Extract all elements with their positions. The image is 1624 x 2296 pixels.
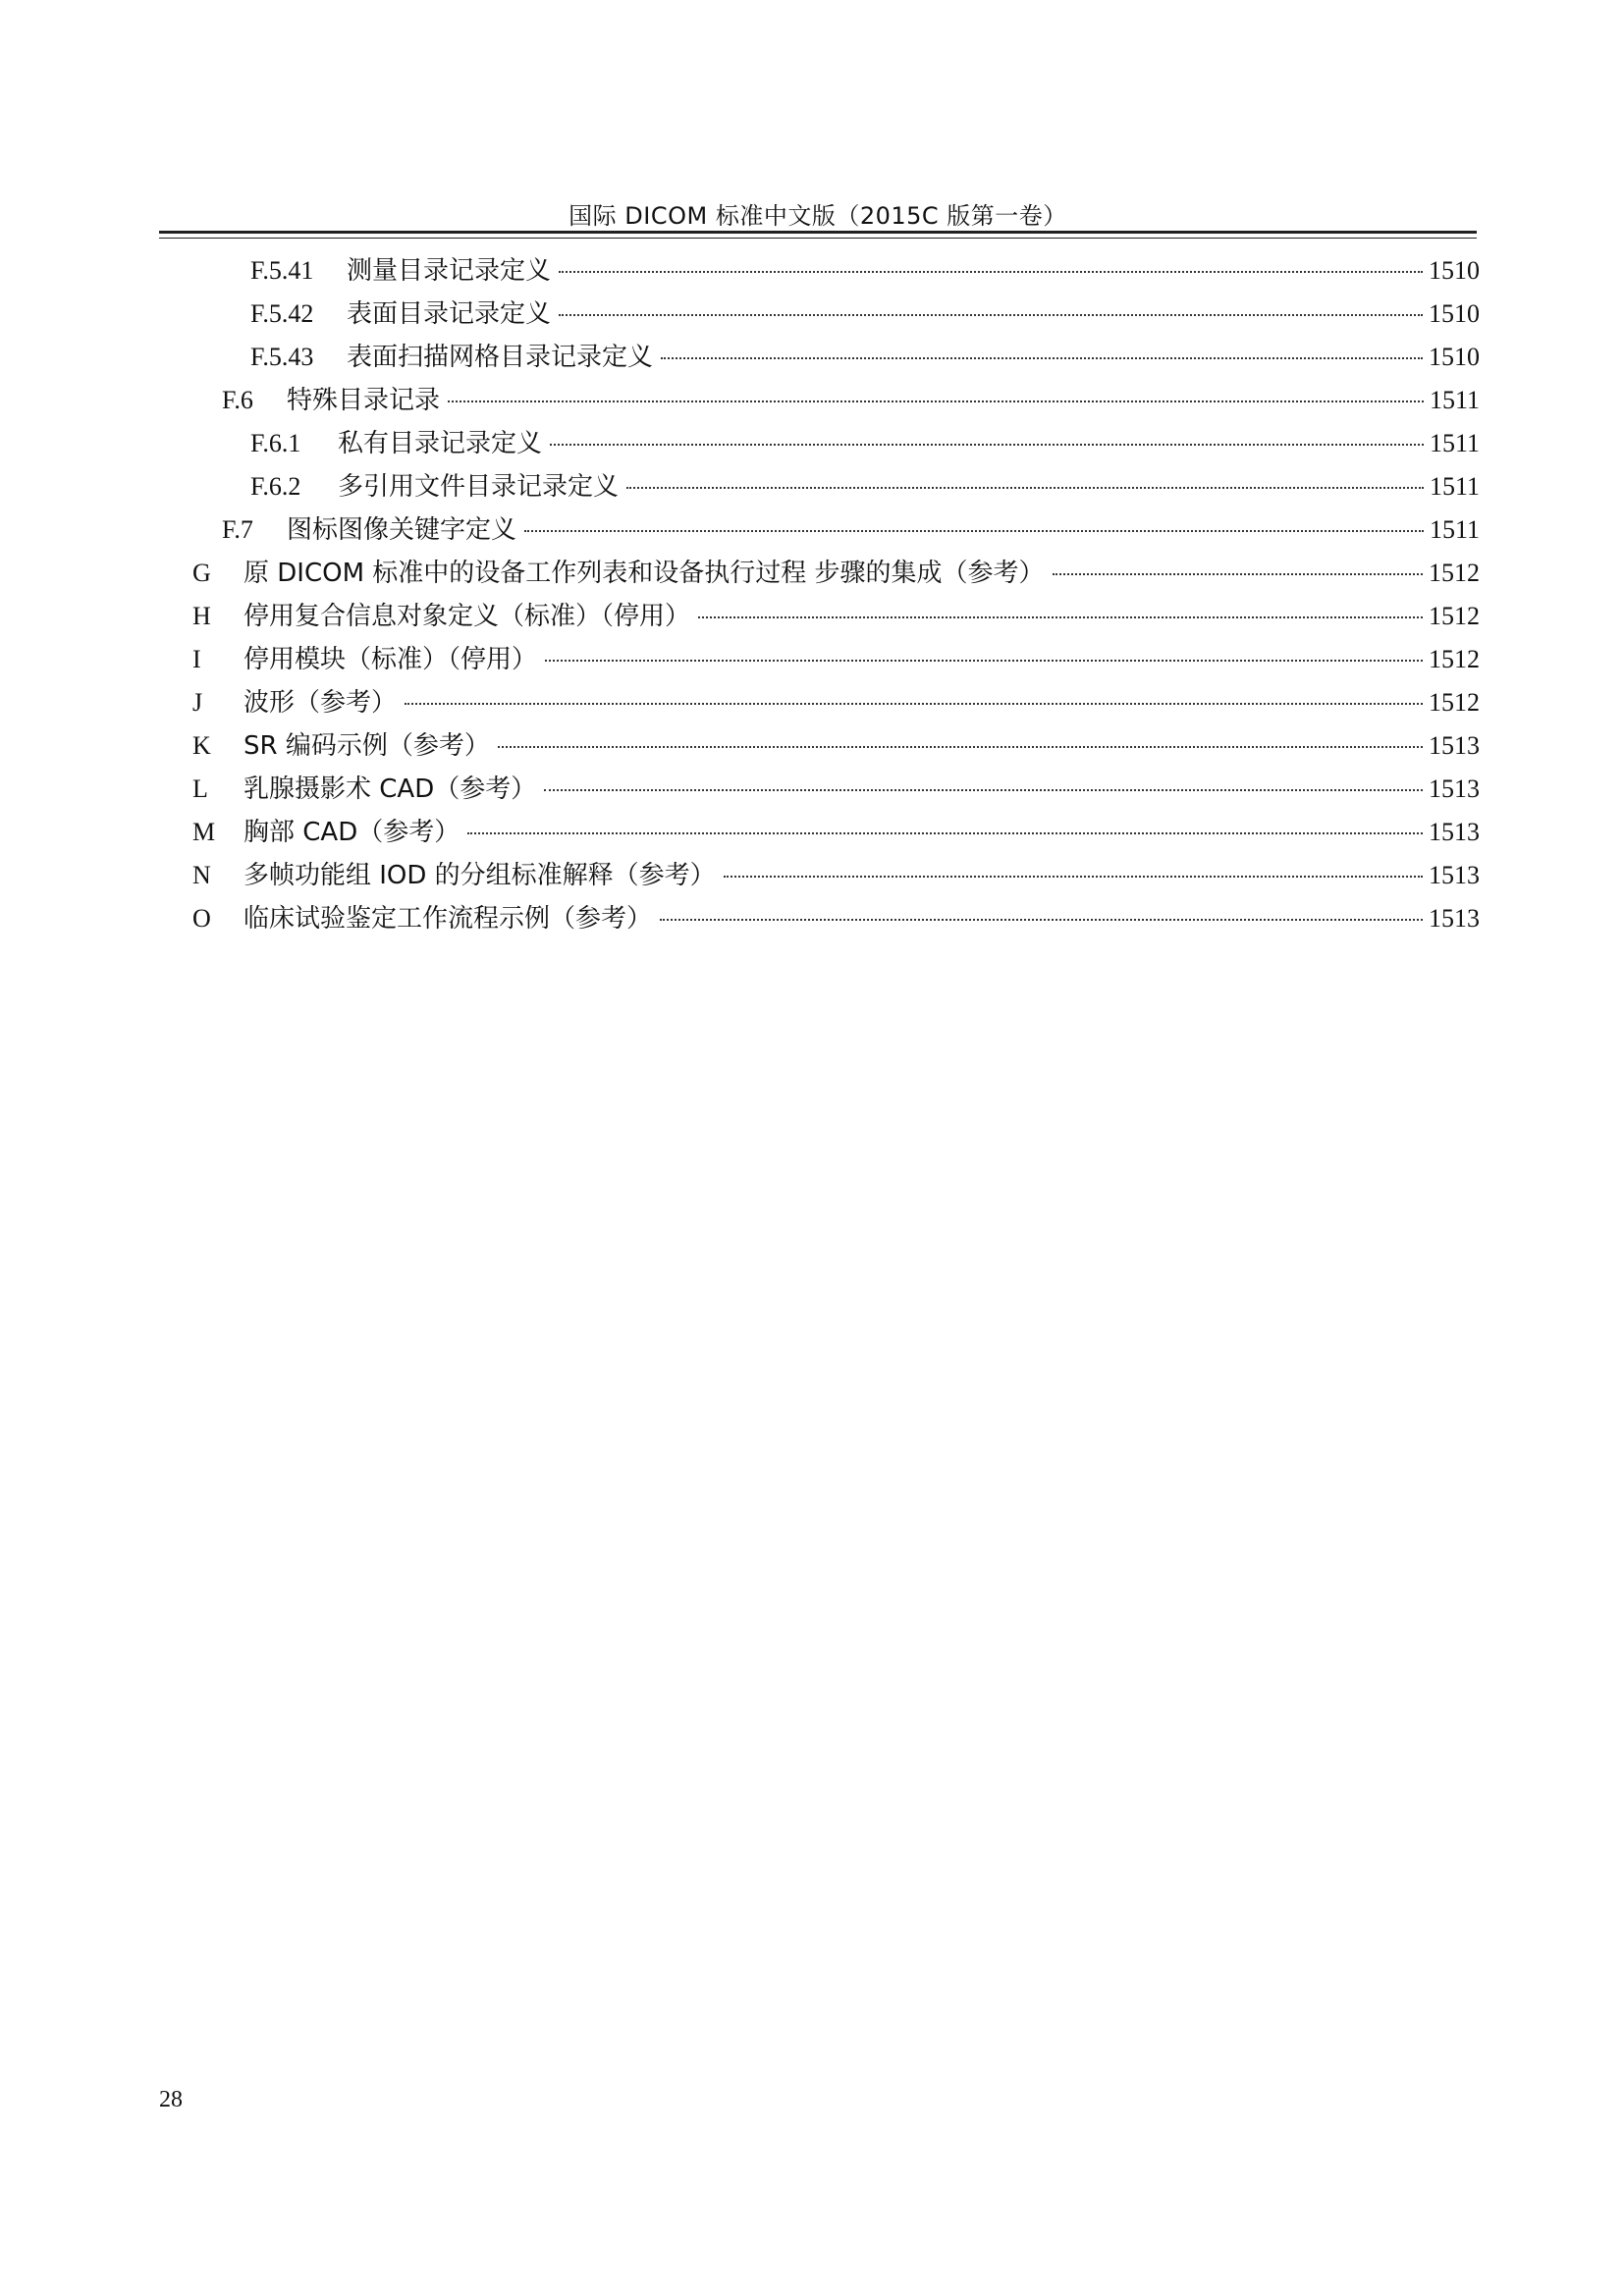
toc-leader-dots: [498, 746, 1423, 748]
toc-entry-page: 1513: [1429, 904, 1480, 933]
toc-entry-number: K: [192, 731, 211, 760]
toc-entry[interactable]: [192, 901, 1480, 936]
toc-entry[interactable]: [250, 296, 1480, 332]
toc-leader-dots: [545, 660, 1423, 662]
toc-entry-title: 临床试验鉴定工作流程示例（参考）: [244, 904, 653, 934]
toc-leader-dots: [524, 530, 1424, 532]
toc-entry-page: 1510: [1429, 343, 1480, 371]
toc-entry-number: H: [192, 602, 211, 630]
toc-entry[interactable]: [222, 383, 1480, 418]
toc-entry-number: O: [192, 904, 211, 933]
toc-entry-number: I: [192, 645, 201, 673]
toc-entry-number: J: [192, 688, 203, 717]
toc-entry[interactable]: [192, 858, 1480, 893]
toc-entry-title: 原 DICOM 标准中的设备工作列表和设备执行过程 步骤的集成（参考）: [244, 559, 1045, 588]
toc-entry-title: 停用复合信息对象定义（标准）（停用）: [244, 602, 691, 631]
toc-leader-dots: [448, 400, 1424, 402]
toc-entry-title: 私有目录记录定义: [338, 429, 543, 458]
toc-entry-number: L: [192, 774, 208, 803]
toc-entry-number: F.6: [222, 386, 253, 414]
toc-entry-page: 1513: [1429, 818, 1480, 846]
toc-entry-title: 表面扫描网格目录记录定义: [347, 343, 654, 372]
toc-leader-dots: [559, 314, 1423, 316]
toc-entry-title: 表面目录记录定义: [347, 299, 552, 329]
toc-leader-dots: [698, 616, 1423, 618]
toc-entry[interactable]: [222, 512, 1480, 548]
toc-entry[interactable]: [192, 815, 1480, 850]
toc-entry-number: M: [192, 818, 216, 846]
toc-leader-dots: [660, 919, 1423, 921]
toc-leader-dots: [724, 876, 1423, 878]
toc-leader-dots: [559, 271, 1423, 273]
toc-entry-page: 1511: [1429, 472, 1480, 501]
toc-entry[interactable]: [250, 426, 1480, 461]
toc-entry-page: 1512: [1429, 602, 1480, 630]
toc-entry[interactable]: [192, 685, 1480, 721]
toc-entry-number: F.5.41: [250, 256, 314, 285]
toc-entry-number: G: [192, 559, 211, 587]
toc-entry-title: 特殊目录记录: [287, 386, 441, 415]
toc-entry-number: N: [192, 861, 211, 889]
toc-entry[interactable]: [250, 340, 1480, 375]
header-rule-thick: [159, 231, 1477, 234]
toc-entry-title: 停用模块（标准）（停用）: [244, 645, 538, 674]
toc-entry-title: 乳腺摄影术 CAD（参考）: [244, 774, 537, 804]
toc-entry-title: 胸部 CAD（参考）: [244, 818, 460, 847]
page-number: 28: [159, 2087, 183, 2112]
toc-entry-number: F.7: [222, 515, 253, 544]
toc-entry-title: 多帧功能组 IOD 的分组标准解释（参考）: [244, 861, 716, 890]
toc-entry-page: 1510: [1429, 299, 1480, 328]
toc-leader-dots: [550, 444, 1424, 446]
toc-entry-number: F.6.1: [250, 429, 301, 457]
toc-entry-number: F.6.2: [250, 472, 301, 501]
toc-entry[interactable]: [250, 469, 1480, 505]
toc-leader-dots: [467, 832, 1423, 834]
toc-entry[interactable]: [192, 772, 1480, 807]
toc-leader-dots: [544, 789, 1423, 791]
toc-entry-page: 1513: [1429, 774, 1480, 803]
toc-entry-page: 1512: [1429, 688, 1480, 717]
toc-entry-title: 波形（参考）: [244, 688, 398, 718]
toc-entry-number: F.5.42: [250, 299, 314, 328]
toc-entry[interactable]: [192, 556, 1480, 591]
toc-entry[interactable]: [192, 642, 1480, 677]
toc-entry-page: 1511: [1429, 429, 1480, 457]
toc-entry-page: 1512: [1429, 645, 1480, 673]
page-header-title: 国际 DICOM 标准中文版（2015C 版第一卷）: [568, 202, 1067, 230]
toc-entry-title: 多引用文件目录记录定义: [338, 472, 620, 502]
toc-entry-title: SR 编码示例（参考）: [244, 731, 490, 761]
toc-entry-page: 1513: [1429, 861, 1480, 889]
header-rule-thin: [159, 238, 1477, 239]
toc-entry-page: 1511: [1429, 515, 1480, 544]
toc-entry-page: 1511: [1429, 386, 1480, 414]
toc-entry-page: 1512: [1429, 559, 1480, 587]
toc-leader-dots: [1053, 573, 1423, 575]
toc-leader-dots: [405, 703, 1423, 705]
toc-entry[interactable]: [192, 599, 1480, 634]
toc-entry-page: 1510: [1429, 256, 1480, 285]
toc-entry-page: 1513: [1429, 731, 1480, 760]
toc-leader-dots: [626, 487, 1424, 489]
toc-entry[interactable]: [192, 728, 1480, 764]
toc-entry-title: 测量目录记录定义: [347, 256, 552, 286]
toc-entry-number: F.5.43: [250, 343, 314, 371]
toc-entry[interactable]: [250, 253, 1480, 289]
toc-entry-title: 图标图像关键字定义: [287, 515, 517, 545]
toc-leader-dots: [661, 357, 1423, 359]
